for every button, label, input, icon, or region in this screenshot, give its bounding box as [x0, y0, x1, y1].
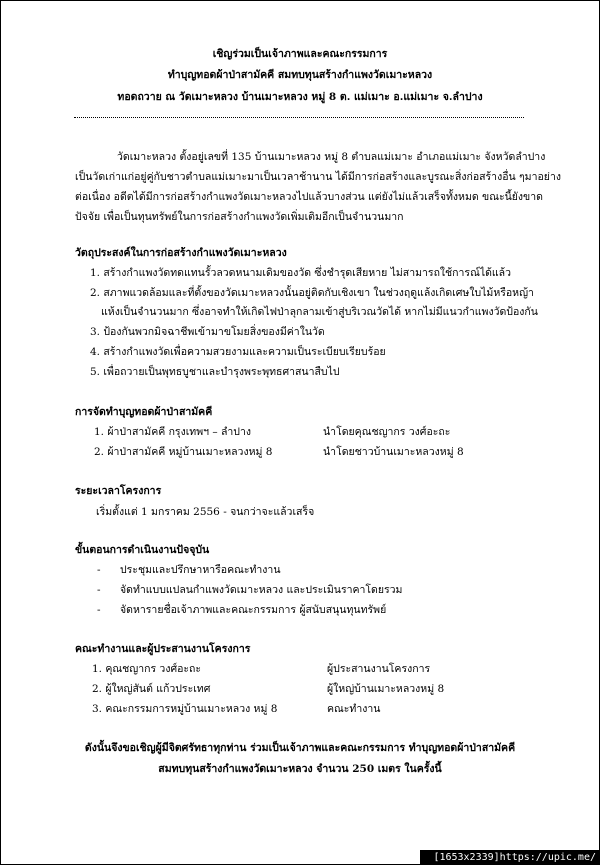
- step-item-3: จัดหารายชื่อเจ้าภาพและคณะกรรมการ ผู้สนับสนุนทุนทรัพย์: [120, 604, 387, 616]
- objective-item-2: 2. สภาพแวดล้อมและที่ตั้งของวัดเมาะหลวงนั้นอยู่ติดกับเชิงเขา ในช่วงฤดูแล้งเกิดเศษใบไม้หรือหญ้า: [90, 287, 534, 299]
- objective-item-4: 4. สร้างกำแพงวัดเพื่อความสวยงามและความเป็นระเบียบเรียบร้อย: [90, 346, 386, 358]
- team-row-2-right: ผู้ใหญ่บ้านเมาะหลวงหมู่ 8: [327, 683, 445, 695]
- dotted-divider: [74, 117, 524, 118]
- team-row-3-right: คณะทำงาน: [327, 703, 381, 715]
- intro-line-2: เป็นวัดเก่าแก่อยู่คู่กับชาวตำบลแม่เมาะมาเป็นเวลาช้านาน ได้มีการก่อสร้างและบูรณะสิ่งก่อสร้างอื่น ๆมาอย่าง: [75, 171, 561, 183]
- objectives-heading: วัตถุประสงค์ในการก่อสร้างกำแพงวัดเมาะหลวง: [75, 247, 287, 259]
- header-line-1: เชิญร่วมเป็นเจ้าภาพและคณะกรรมการ: [212, 48, 388, 60]
- steps-heading: ขั้นตอนการดำเนินงานปัจจุบัน: [75, 544, 210, 556]
- arrangement-heading: การจัดทำบุญทอดผ้าป่าสามัคคี: [75, 406, 213, 418]
- team-row-1-left: 1. คุณชญากร วงศ์อะถะ: [92, 663, 202, 675]
- closing-line-2: สมทบทุนสร้างกำแพงวัดเมาะหลวง จำนวน 250 เมตร ในครั้งนี้: [158, 763, 442, 775]
- step-dash-2: -: [97, 584, 101, 596]
- step-item-2: จัดทำแบบแปลนกำแพงวัดเมาะหลวง และประเมินราคาโดยรวม: [120, 584, 403, 596]
- step-item-1: ประชุมและปรึกษาหารือคณะทำงาน: [120, 564, 281, 576]
- objective-item-3: 3. ป้องกันพวกมิจฉาชีพเข้ามาขโมยสิ่งของมีค่าในวัด: [90, 326, 325, 338]
- intro-line-4: ปัจจัย เพื่อเป็นทุนทรัพย์ในการก่อสร้างกำแพงวัดเพิ่มเติมอีกเป็นจำนวนมาก: [75, 211, 404, 223]
- image-host-watermark: [1653x2339]https://upic.me/: [420, 850, 600, 865]
- objective-item-2-cont: แห้งเป็นจำนวนมาก ซึ่งอาจทำให้เกิดไฟป่าลุกลามเข้าสู่บริเวณวัดได้ หากไม่มีแนวกำแพงวัดป้องกัน: [101, 306, 538, 318]
- arrangement-row-2-right: นำโดยชาวบ้านเมาะหลวงหมู่ 8: [323, 446, 464, 458]
- objective-item-1: 1. สร้างกำแพงวัดทดแทนรั้วลวดหนามเดิมของวัด ซึ่งชำรุดเสียหาย ไม่สามารถใช้การณ์ได้แล้ว: [90, 267, 512, 279]
- arrangement-row-1-left: 1. ผ้าป่าสามัคคี กรุงเทพฯ – ลำปาง: [94, 426, 251, 438]
- team-row-1-right: ผู้ประสานงานโครงการ: [327, 663, 431, 675]
- intro-line-1: วัดเมาะหลวง ตั้งอยู่เลขที่ 135 บ้านเมาะหลวง หมู่ 8 ตำบลแม่เมาะ อำเภอแม่เมาะ จังหวัดลำปาง: [117, 151, 546, 163]
- period-text: เริ่มตั้งแต่ 1 มกราคม 2556 - จนกว่าจะแล้วเสร็จ: [96, 506, 315, 518]
- step-dash-1: -: [97, 564, 101, 576]
- objective-item-5: 5. เพื่อถวายเป็นพุทธบูชาและบำรุงพระพุทธศาสนาสืบไป: [90, 366, 340, 378]
- header-line-2: ทำบุญทอดผ้าป่าสามัคคี สมทบทุนสร้างกำแพงวัดเมาะหลวง: [167, 69, 433, 81]
- team-heading: คณะทำงานและผู้ประสานงานโครงการ: [75, 643, 251, 655]
- period-heading: ระยะเวลาโครงการ: [75, 485, 162, 497]
- closing-line-1: ดังนั้นจึงขอเชิญผู้มีจิตศรัทธาทุกท่าน ร่วมเป็นเจ้าภาพและคณะกรรมการ ทำบุญทอดผ้าป่าสามัคคี: [84, 742, 516, 754]
- header-line-3: ทอดถวาย ณ วัดเมาะหลวง บ้านเมาะหลวง หมู่ 8 ต. แม่เมาะ อ.แม่เมาะ จ.ลำปาง: [117, 91, 483, 103]
- arrangement-row-2-left: 2. ผ้าป่าสามัคคี หมู่บ้านเมาะหลวงหมู่ 8: [94, 446, 273, 458]
- team-row-2-left: 2. ผู้ใหญ่สันต์ แก้วประเทศ: [92, 683, 211, 695]
- intro-line-3: ต่อเนื่อง อดีตได้มีการก่อสร้างกำแพงวัดเมาะหลวงไปแล้วบางส่วน แต่ยังไม่แล้วเสร็จทั้งหมด ขณะนี้ยังขาด: [75, 191, 543, 203]
- arrangement-row-1-right: นำโดยคุณชญากร วงศ์อะถะ: [323, 426, 451, 438]
- step-dash-3: -: [97, 604, 101, 616]
- team-row-3-left: 3. คณะกรรมการหมู่บ้านเมาะหลวง หมู่ 8: [92, 703, 278, 715]
